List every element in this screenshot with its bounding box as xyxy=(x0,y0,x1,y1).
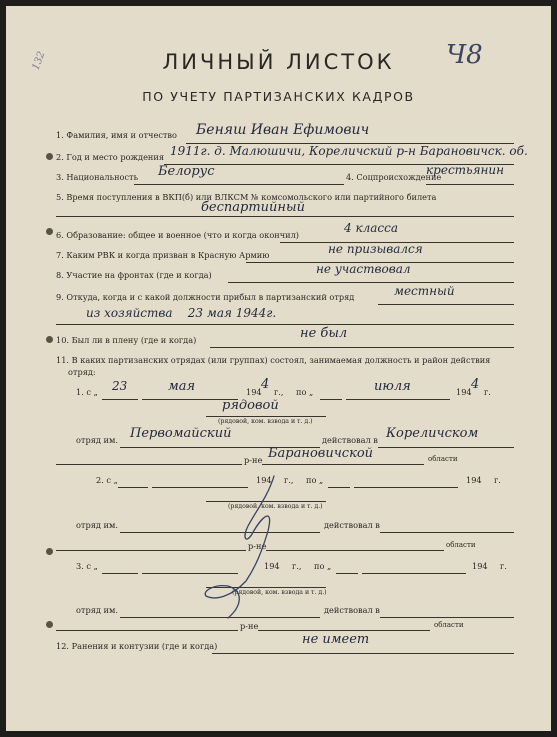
period-1-g-to: г. xyxy=(484,387,491,397)
field-9-label: 9. Откуда, когда и с какой должности прибыл в партизанский отряд xyxy=(56,292,355,302)
corner-number: Ч8 xyxy=(446,40,483,70)
region-label: области xyxy=(434,621,464,629)
document-subtitle: ПО УЧЕТУ ПАРТИЗАНСКИХ КАДРОВ xyxy=(142,89,415,104)
period-3-year-prefix: 194 xyxy=(264,561,280,571)
origin-value: крестьянин xyxy=(426,163,505,177)
field-10-label: 10. Был ли в плену (где и когда) xyxy=(56,335,197,345)
period-2-po: по „ xyxy=(306,475,324,485)
field-4-label: 4. Соцпроисхождение xyxy=(346,172,442,182)
field-11-label: 11. В каких партизанских отрядах (или группах) состоял, занимаемая должность и район действия xyxy=(56,355,491,365)
period-1-day: 23 xyxy=(112,379,128,393)
field-7-label: 7. Каким РВК и когда призван в Красную Армию xyxy=(56,250,270,260)
period-3-g-to: г. xyxy=(500,561,507,571)
party-value: беспартийный xyxy=(201,200,305,215)
period-1-month: мая xyxy=(168,379,196,394)
field-5-label: 5. Время поступления в ВКП(б) или ВЛКСМ № комсомольского или партийного билета xyxy=(56,192,437,202)
district-label: р-не xyxy=(244,455,263,465)
conscription-value: не призывался xyxy=(328,242,423,256)
field-8-label: 8. Участие на фронтах (где и когда) xyxy=(56,270,212,280)
document-sheet xyxy=(6,6,551,731)
period-1-position: рядовой xyxy=(222,398,279,413)
period-1-year-prefix: 194 xyxy=(246,387,262,397)
field-1-label: 1. Фамилия, имя и отчество xyxy=(56,130,177,140)
field-6-label: 6. Образование: общее и военное (что и когда окончил) xyxy=(56,230,299,240)
period-3-g: г., xyxy=(292,561,302,571)
period-1-year-to: 4 xyxy=(471,377,480,392)
period-1-district: Барановичской xyxy=(268,446,374,461)
nationality-value: Белорус xyxy=(158,164,215,179)
detachment-label: отряд им. xyxy=(76,435,118,445)
operated-in-label: действовал в xyxy=(322,435,378,445)
district-label: р-не xyxy=(248,541,267,551)
period-1-year-prefix-to: 194 xyxy=(456,387,472,397)
detachment-label: отряд им. xyxy=(76,520,118,530)
birth-value: 1911г. д. Малюшичи, Кореличский р-н Барановичск. об. xyxy=(170,144,528,158)
period-2-year-prefix-to: 194 xyxy=(466,475,482,485)
field-2-label: 2. Год и место рождения xyxy=(56,152,164,162)
period-1-operated-in: Кореличском xyxy=(386,426,479,441)
front-value: не участвовал xyxy=(316,262,411,276)
region-label: области xyxy=(446,541,476,549)
strike-scribble xyxy=(6,6,551,731)
period-1-month-to: июля xyxy=(374,379,411,394)
period-2-year-prefix: 194 xyxy=(256,475,272,485)
period-1-prefix: 1. с „ xyxy=(76,387,98,397)
position-hint: (рядовой, ком. взвода и т. д.) xyxy=(228,503,323,510)
wounds-value: не имеет xyxy=(302,632,370,647)
position-hint: (рядовой, ком. взвода и т. д.) xyxy=(218,418,313,425)
position-hint: (рядовой, ком. взвода и т. д.) xyxy=(232,589,327,596)
period-3-prefix: 3. с „ xyxy=(76,561,98,571)
field-11-label-cont: отряд: xyxy=(68,367,96,377)
period-3-year-prefix-to: 194 xyxy=(472,561,488,571)
education-value: 4 класса xyxy=(344,221,399,235)
operated-in-label: действовал в xyxy=(324,605,380,615)
period-2-g-to: г. xyxy=(494,475,501,485)
detachment-label: отряд им. xyxy=(76,605,118,615)
captivity-value: не был xyxy=(300,326,348,341)
document-title: ЛИЧНЫЙ ЛИСТОК xyxy=(162,50,395,74)
period-1-year-from: 4 xyxy=(261,377,270,392)
region-label: области xyxy=(428,455,458,463)
field-12-label: 12. Ранения и контузии (где и когда) xyxy=(56,641,218,651)
archive-mark: 132 xyxy=(30,49,48,72)
period-2-prefix: 2. с „ xyxy=(96,475,118,485)
arrival-value-2: из хозяйства 23 мая 1944г. xyxy=(86,306,277,320)
full-name-value: Беняш Иван Ефимович xyxy=(196,122,370,138)
period-1-g: г., xyxy=(274,387,284,397)
period-2-g: г., xyxy=(284,475,294,485)
arrival-value-1: местный xyxy=(394,284,455,298)
period-3-po: по „ xyxy=(314,561,332,571)
period-1-po: по „ xyxy=(296,387,314,397)
period-1-detachment: Первомайский xyxy=(130,426,232,441)
field-line xyxy=(212,653,514,654)
operated-in-label: действовал в xyxy=(324,520,380,530)
field-3-label: 3. Национальность xyxy=(56,172,139,182)
district-label: р-не xyxy=(240,621,259,631)
